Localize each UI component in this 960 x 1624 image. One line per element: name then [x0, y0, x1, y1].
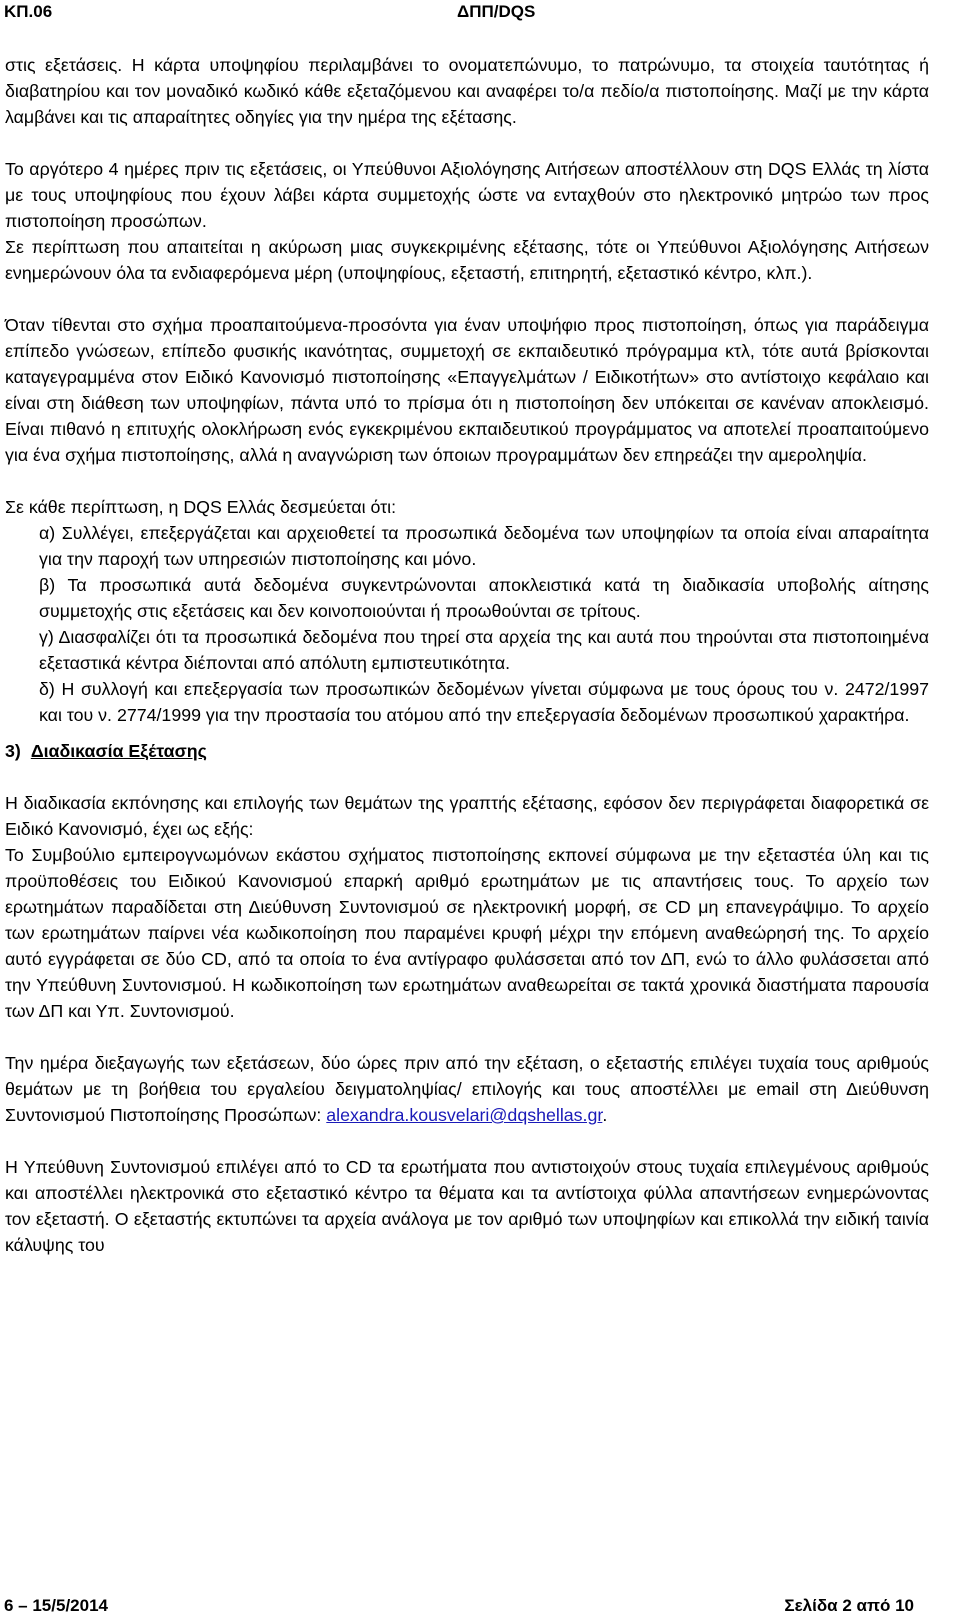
paragraph-candidate-card: στις εξετάσεις. Η κάρτα υποψηφίου περιλαμβάνει το ονοματεπώνυμο, το πατρώνυμο, τα στοιχεία ταυτότητας ή διαβατηρίου και τον μοναδικό κωδικό κάθε εξεταζόμενου και αναφέρει το/α πεδίο/α πιστοποίησης. Μαζί με την κάρτα λαμβάνει και τις απαραίτητες οδηγίες για την ημέρα της εξέτασης. [5, 55, 929, 127]
paragraph-prerequisites: Όταν τίθενται στο σχήμα προαπαιτούμενα-προσόντα για έναν υποψήφιο προς πιστοποίηση, όπως για παράδειγμα επίπεδο γνώσεων, επίπεδο φυσικής ικανότητας, συμμετοχή σε εκπαιδευτικό πρόγραμμα κτλ, τότε αυτά βρίσκονται καταγεγραμμένα στον Ειδικό Κανονισμό πιστοποίησης «Επαγγελμάτων / Ειδικοτήτων» στο αντίστοιχο κεφάλαιο και είναι στη διάθεση των υποψηφίων, πάντα υπό το πρίσμα ότι η πιστοποίηση δεν υπόκειται σε κανέναν αποκλεισμό. Είναι πιθανό η επιτυχής ολοκλήρωση ενός εγκεκριμένου εκπαιδευτικού προγράμματος να αποτελεί προαπαιτούμενο για ένα σχήμα πιστοποίησης, αλλά η αναγνώριση των όποιων προγραμμάτων δεν επηρεάζει την αμεροληψία. [5, 315, 929, 465]
list-item: δ) Η συλλογή και επεξεργασία των προσωπικών δεδομένων γίνεται σύμφωνα με τους όρους του ν. 2472/1997 και του ν. 2774/1999 για την προστασία του ατόμου από την επεξεργασία δεδομένων προσωπικού χαρακτήρα. [39, 679, 929, 725]
paragraph-question-bank: Το Συμβούλιο εμπειρογνωμόνων εκάστου σχήματος πιστοποίησης εκπονεί σύμφωνα με την εξεταστέα ύλη και τις προϋποθέσεις του Ειδικού Κανονισμού επαρκή αριθμό ερωτημάτων με τις απαντήσεις τους. Το αρχείο των ερωτημάτων παραδίδεται στη Διεύθυνση Συντονισμού σε ηλεκτρονική μορφή, σε CD μη επανεγράψιμο. Το αρχείο των ερωτημάτων παίρνει νέα κωδικοποίηση που παραμένει κρυφή μέχρι την επόμενη αναθεώρησή της. Το αρχείο αυτό εγγράφεται σε δύο CD, από τα οποία το ένα αντίγραφο φυλάσσεται από τον ΔΠ, ενώ το άλλο φυλάσσεται από την Υπεύθυνη Συντονισμού. Η κωδικοποίηση των ερωτημάτων αναθεωρείται σε τακτά χρονικά διαστήματα παρουσία των ΔΠ και Υπ. Συντονισμού. [5, 845, 929, 1021]
page-body [5, 52, 929, 1258]
paragraph-exam-procedure-intro: Η διαδικασία εκπόνησης και επιλογής των θεμάτων της γραπτής εξέτασης, εφόσον δεν περιγράφεται διαφορετικά σε Ειδικό Κανονισμό, έχει ως εξής: [5, 793, 929, 839]
section-title: Διαδικασία Εξέτασης [30, 741, 207, 761]
exam-day-text: Την ημέρα διεξαγωγής των εξετάσεων, δύο ώρες πριν από την εξέταση, ο εξεταστής επιλέγει τυχαία τους αριθμούς θεμάτων με τη βοήθεια του εργαλείου δειγματοληψίας/ επιλογής και τους αποστέλλει με email στη Διεύθυνση Συντονισμού Πιστοποίησης Προσώπων: [5, 1053, 929, 1125]
paragraph-exam-day [5, 1050, 929, 1128]
page-header [4, 2, 934, 24]
list-item: β) Τα προσωπικά αυτά δεδομένα συγκεντρώνονται αποκλειστικά κατά τη διαδικασία υποβολής αίτησης συμμετοχής στις εξετάσεις και δεν κοινοποιούνται ή προωθούνται σε τρίτους. [39, 575, 929, 621]
list-item: α) Συλλέγει, επεξεργάζεται και αρχειοθετεί τα προσωπικά δεδομένα των υποψηφίων τα οποία είναι απαραίτητα για την παροχή των υπηρεσιών πιστοποίησης και μόνο. [39, 523, 929, 569]
email-link[interactable]: alexandra.kousvelari@dqshellas.gr [326, 1105, 603, 1125]
section-number: 3) [5, 741, 21, 761]
page-number: Σελίδα 2 από 10 [784, 1596, 914, 1615]
paragraph-cancellation: Σε περίπτωση που απαιτείται η ακύρωση μιας συγκεκριμένης εξέτασης, τότε οι Υπεύθυνοι Αξιολόγησης Αιτήσεων ενημερώνουν όλα τα ενδιαφερόμενα μέρη (υποψηφίους, εξεταστή, επιτηρητή, εξεταστικό κέντρο, κλπ.). [5, 237, 929, 283]
revision-date: 6 – 15/5/2014 [4, 1596, 108, 1615]
paragraph-commitment-intro: Σε κάθε περίπτωση, η DQS Ελλάς δεσμεύεται ότι: [5, 497, 397, 517]
document-code: ΚΠ.06 [4, 2, 53, 21]
document-owner: ΔΠΠ/DQS [457, 2, 536, 21]
paragraph-question-dispatch: Η Υπεύθυνη Συντονισμού επιλέγει από το CD τα ερωτήματα που αντιστοιχούν στους τυχαία επιλεγμένους αριθμούς και αποστέλλει ηλεκτρονικά στο εξεταστικό κέντρο τα θέματα και τα αντίστοιχα φύλλα απαντήσεων ενημερώνοντας τον εξεταστή. Ο εξεταστής εκτυπώνει τα αρχεία ανάλογα με τον αριθμό των υποψηφίων και επικολλά την ειδική ταινία κάλυψης του [5, 1157, 929, 1255]
page-footer [4, 1596, 934, 1620]
section-heading [5, 738, 929, 764]
exam-day-text-end: . [602, 1105, 608, 1125]
list-item: γ) Διασφαλίζει ότι τα προσωπικά δεδομένα που τηρεί στα αρχεία της και αυτά που τηρούνται στα πιστοποιημένα εξεταστικά κέντρα διέπονται από απόλυτη εμπιστευτικότητα. [39, 627, 929, 673]
paragraph-candidate-list: Το αργότερο 4 ημέρες πριν τις εξετάσεις, οι Υπεύθυνοι Αξιολόγησης Αιτήσεων αποστέλλουν στη DQS Ελλάς τη λίστα με τους υποψηφίους που έχουν λάβει κάρτα συμμετοχής ώστε να ενταχθούν στο ηλεκτρονικό μητρώο των προς πιστοποίηση προσώπων. [5, 159, 929, 231]
